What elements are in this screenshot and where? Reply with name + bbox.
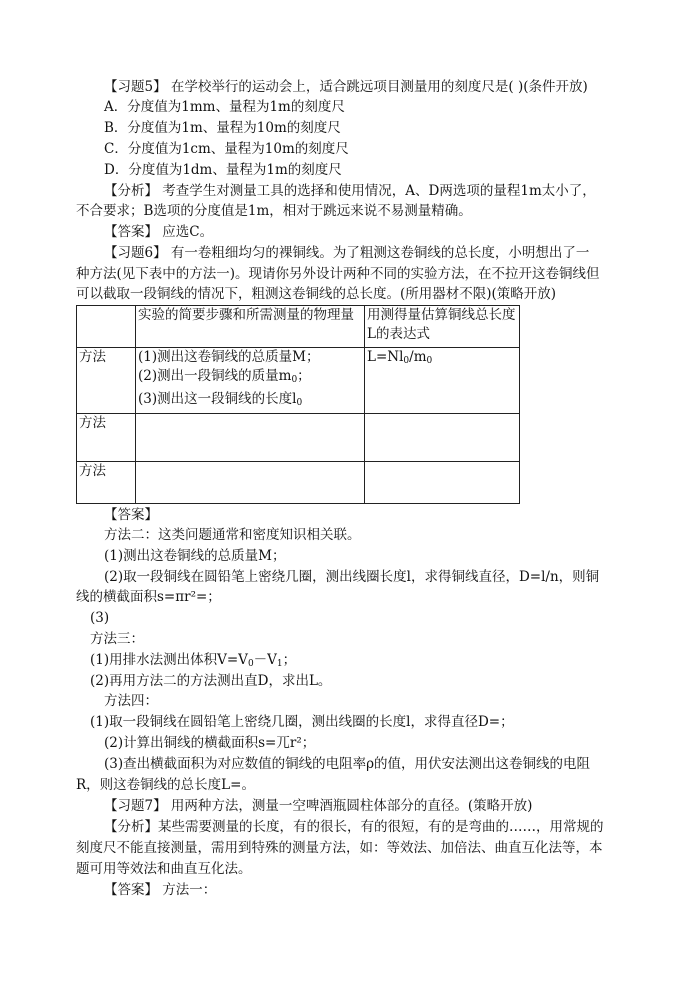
method2-step2-line1: (2)取一段铜线在圆铅笔上密绕几圈，测出线圈长度l，求得铜线直径，D=l/n，则铜	[104, 569, 600, 585]
q5-option-c: C．分度值为1cm、量程为10m的刻度尺	[104, 141, 349, 157]
table-cell-formula	[365, 462, 520, 504]
table-cell-steps	[136, 414, 365, 462]
q5-answer: 【答案】 应选C。	[104, 224, 214, 240]
q5-option-a: A．分度值为1mm、量程为1m的刻度尺	[104, 99, 345, 115]
q5-stem: 【习题5】 在学校举行的运动会上，适合跳远项目测量用的刻度尺是( )(条件开放)	[104, 79, 588, 95]
table-row	[77, 414, 520, 462]
q7-analysis-line3: 题可用等效法和曲直互化法。	[76, 861, 252, 877]
method2-title: 方法二：这类问题通常和密度知识相关联。	[104, 527, 361, 543]
method3-step1: (1)用排水法测出体积$V=V_0-V_1$；	[90, 652, 297, 669]
method3-step2: (2)再用方法二的方法测出直D，求出L。	[90, 673, 332, 689]
table-cell-formula	[365, 414, 520, 462]
q5-option-b: B．分度值为1m、量程为10m的刻度尺	[104, 120, 341, 136]
method2-step2-line2: 线的横截面积s=πr²=；	[76, 589, 221, 605]
table-cell-steps	[136, 462, 365, 504]
q7-stem: 【习题7】 用两种方法，测量一空啤酒瓶圆柱体部分的直径。(策略开放)	[104, 798, 533, 814]
table-row	[77, 348, 520, 414]
table-row	[77, 462, 520, 504]
table-header-blank	[77, 306, 136, 348]
q5-analysis-line1: 【分析】 考查学生对测量工具的选择和使用情况，A、D两选项的量程1m太小了，	[104, 183, 596, 199]
method4-step3-line2: R，则这卷铜线的总长度L=。	[76, 777, 255, 793]
table-row-label: 方法	[77, 462, 136, 504]
method4-step2: (2)计算出铜线的横截面积s=兀r²；	[104, 735, 316, 751]
table-row-label: 方法	[77, 348, 136, 414]
q5-analysis-line2: 不合要求；B选项的分度值是1m，相对于跳远来说不易测量精确。	[76, 203, 472, 219]
method4-title: 方法四：	[104, 693, 158, 709]
table-cell-formula: $L=Nl_0/m_0$	[365, 348, 520, 414]
q5-option-d: D．分度值为1dm、量程为1m的刻度尺	[104, 162, 342, 178]
q6-stem-line1: 【习题6】 有一卷粗细均匀的裸铜线。为了粗测这卷铜线的总长度，小明想出了一	[104, 245, 590, 261]
q6-stem-line3: 可以截取一段铜线的情况下，粗测这卷铜线的总长度。(所用器材不限)(策略开放)	[76, 286, 557, 302]
methods-table	[76, 305, 520, 504]
method2-step3: (3)	[90, 610, 110, 626]
method4-step3-line1: (3)查出横截面积为对应数值的铜线的电阻率ρ的值，用伏安法测出这卷铜线的电阻	[104, 756, 591, 772]
q7-answer: 【答案】 方法一：	[104, 882, 217, 898]
method2-step1: (1)测出这卷铜线的总质量M；	[104, 548, 286, 564]
table-header-expression: 用测得量估算铜线总长度 L的表达式	[365, 306, 520, 348]
method4-step1: (1)取一段铜线在圆铅笔上密绕几圈，测出线圈的长度l，求得直径D=；	[90, 714, 514, 730]
table-cell-steps: (1)测出这卷铜线的总质量M； (2)测出一段铜线的质量$m_0$； (3)测出这一段铜线的长度$l_0$	[136, 348, 365, 414]
table-header-steps: 实验的简要步骤和所需测量的物理量	[136, 306, 365, 348]
q6-stem-line2: 种方法(见下表中的方法一)。现请你另外设计两种不同的实验方法，在不拉开这卷铜线但	[76, 266, 600, 282]
q7-analysis-line1: 【分析】某些需要测量的长度，有的很长，有的很短，有的是弯曲的……，用常规的	[104, 819, 604, 835]
q7-analysis-line2: 刻度尺不能直接测量，需用到特殊的测量方法，如：等效法、加倍法、曲直互化法等，本	[76, 840, 603, 856]
method3-title: 方法三：	[90, 631, 144, 647]
table-row-label: 方法	[77, 414, 136, 462]
table-header-row	[77, 306, 520, 348]
q6-answer-title: 【答案】	[104, 507, 158, 523]
